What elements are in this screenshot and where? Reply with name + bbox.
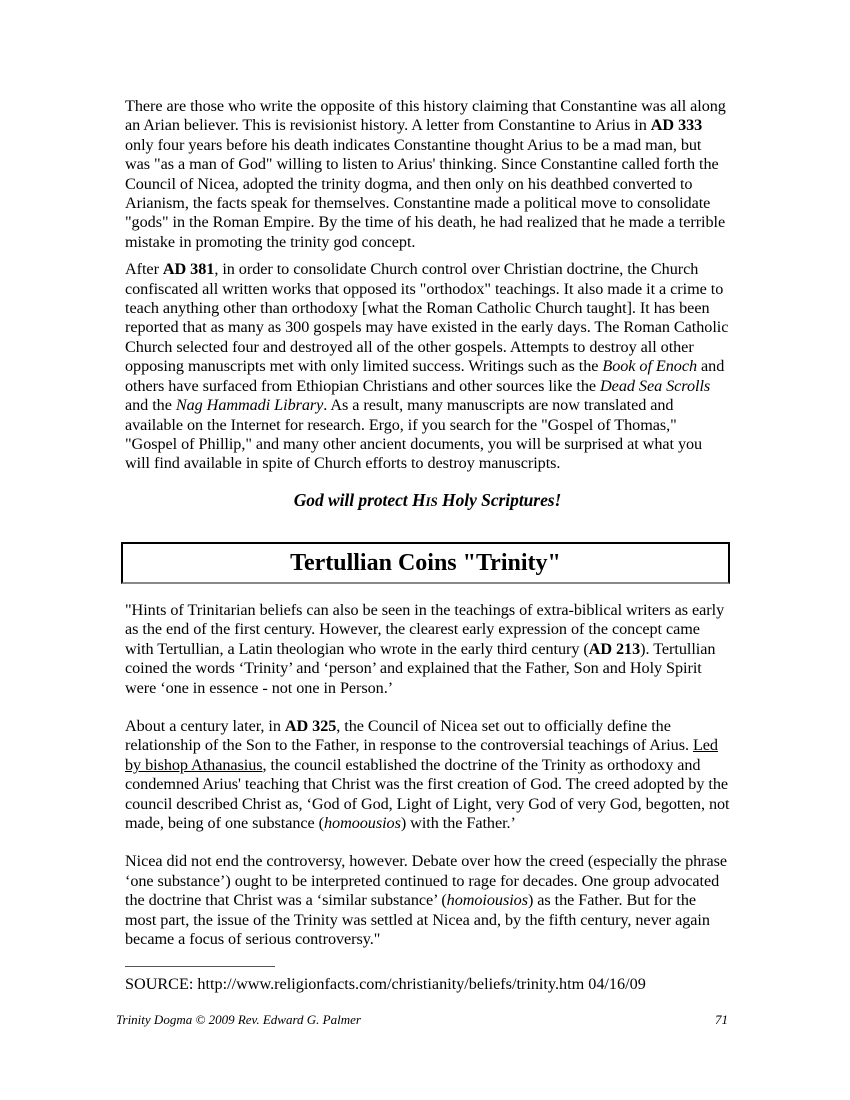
- source-citation: SOURCE: http://www.religionfacts.com/christianity/beliefs/trinity.htm 04/16/09: [125, 975, 646, 993]
- quote-paragraph-controversy: [125, 852, 730, 949]
- book-title: Nag Hammadi Library: [175, 396, 324, 415]
- text: "Hints of Trinitarian beliefs can also be seen in the teachings of extra-biblical writers as early as the end of the first century. However, the clearest early expression of the concept came with Tertullian, a Latin theologian who wrote in the early third century (: [125, 601, 725, 658]
- text: Nicea did not end the controversy, however. Debate over how the creed (especially the phrase ‘one substance’) ought to be interpreted continued to rage for decades. One group advocated the doctrine that Christ was a ‘similar substance’ (: [125, 852, 728, 910]
- motto-text: Holy Scriptures!: [437, 489, 562, 510]
- date-emphasis: AD 381: [162, 260, 215, 279]
- text: About a century later, in: [125, 717, 285, 736]
- page-footer: [116, 1012, 728, 1028]
- quote-paragraph-tertullian: [125, 601, 730, 698]
- body-text: [125, 97, 730, 513]
- paragraph-ad381: [125, 260, 730, 473]
- motto-text: H: [411, 489, 426, 510]
- quoted-passage: [125, 601, 730, 950]
- section-heading: Tertullian Coins "Trinity": [290, 550, 561, 576]
- greek-term: homoiousios: [446, 891, 528, 910]
- section-heading-box: [121, 542, 730, 584]
- underlined-phrase: Led by bishop Athanasius: [125, 736, 718, 774]
- text: . As a result, many manuscripts are now translated and available on the Internet for research. Ergo, if you search for the "Gospel of Thomas," "Gospel of Phillip," and many other ancient documents, you will be surprised at what you will find available in spite of Church efforts to destroy manuscripts.: [125, 396, 703, 473]
- text: After: [125, 260, 163, 279]
- motto-smallcaps: IS: [425, 493, 438, 509]
- text: and the: [125, 396, 176, 415]
- text: and others have surfaced from Ethiopian Christians and other sources like the: [125, 357, 725, 395]
- text: , the Council of Nicea set out to officially define the relationship of the Son to the Father, in response to the controversial teachings of Arius.: [125, 717, 693, 755]
- book-title: Book of Enoch: [602, 357, 698, 376]
- text: There are those who write the opposite of this history claiming that Constantine was all along an Arian believer. This is revisionist history. A letter from Constantine to Arius in: [125, 97, 726, 135]
- date-emphasis: AD 325: [284, 717, 337, 736]
- text: , in order to consolidate Church control over Christian doctrine, the Church confiscated all written works that opposed its "orthodox" teachings. It also made it a crime to teach anything other than orthodoxy [what the Roman Catholic Church taught]. It has been reported that as many as 300 gospels may have existed in the early days. The Roman Catholic Church selected four and destroyed all of the other gospels. Attempts to destroy all other opposing manuscripts met with only limited success. Writings such as the: [125, 260, 729, 376]
- book-title: Dead Sea Scrolls: [600, 376, 711, 395]
- date-emphasis: AD 333: [650, 116, 703, 135]
- footer-title: Trinity Dogma © 2009 Rev. Edward G. Palmer: [116, 1012, 361, 1027]
- text: ). Tertullian coined the words ‘Trinity’ and ‘person’ and explained that the Father, Son and Holy Spirit were ‘one in essence - not one in Person.’: [125, 639, 716, 697]
- paragraph-constantine: [125, 97, 730, 252]
- date-emphasis: AD 213: [588, 639, 641, 658]
- motto: [125, 489, 730, 513]
- text: , the council established the doctrine of the Trinity as orthodoxy and condemned Arius' teaching that Christ was the first creation of God. The creed adopted by the council described Christ as, ‘God of God, Light of Light, very God of very God, begotten, not made, being of one substance (: [125, 755, 730, 833]
- text: ) with the Father.’: [400, 814, 516, 833]
- text: only four years before his death indicates Constantine thought Arius to be a mad man, but was "as a man of God" willing to listen to Arius' thinking. Since Constantine called forth the Council of Nicea, adopted the trinity dogma, and then only on his deathbed converted to Arianism, the facts speak for themselves. Constantine made a political move to consolidate "gods" in the Roman Empire. By the time of his death, he had realized that he made a terrible mistake in promoting the trinity god concept.: [125, 135, 726, 251]
- quote-paragraph-nicea: [125, 717, 730, 833]
- footnote-separator: [125, 966, 275, 967]
- greek-term: homoousios: [323, 814, 401, 833]
- text: ) as the Father. But for the most part, the issue of the Trinity was settled at Nicea and, by the fifth century, never again became a focus of serious controversy.": [125, 891, 710, 949]
- page-number: 71: [715, 1012, 728, 1027]
- motto-text: God will protect: [293, 489, 412, 510]
